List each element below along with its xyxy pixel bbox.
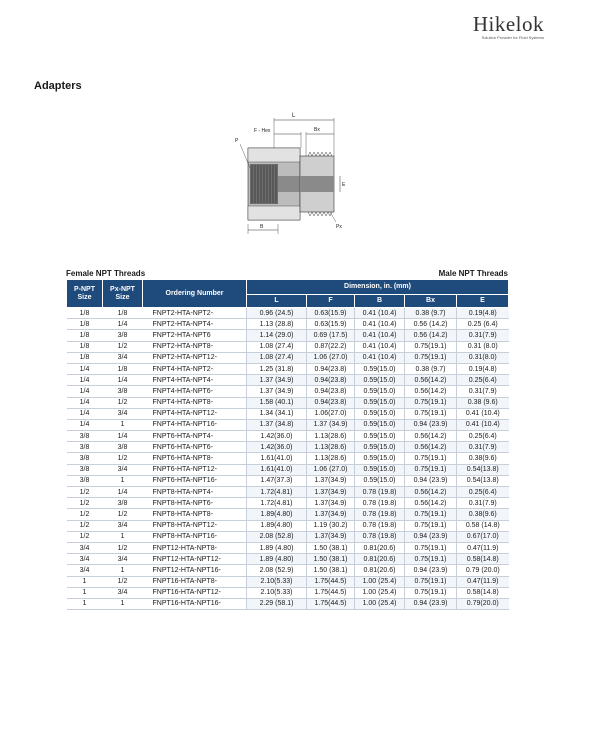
cell-bx: 0.75(19.1) <box>405 397 457 408</box>
cell-b: 1.00 (25.4) <box>355 598 405 609</box>
cell-p-npt: 3/4 <box>67 554 103 565</box>
cell-f: 1.06 (27.0) <box>307 464 355 475</box>
cell-bx: 0.75(19.1) <box>405 408 457 419</box>
cell-p-npt: 1 <box>67 576 103 587</box>
cell-l: 0.96 (24.5) <box>247 308 307 319</box>
cell-b: 0.78 (19.8) <box>355 531 405 542</box>
cell-px-npt: 1/2 <box>103 397 143 408</box>
cell-px-npt: 3/8 <box>103 386 143 397</box>
cell-p-npt: 1/8 <box>67 319 103 330</box>
cell-b: 0.41 (10.4) <box>355 308 405 319</box>
dim-label-b: B <box>260 224 264 230</box>
cell-l: 1.72(4.81) <box>247 498 307 509</box>
cell-ordering-number: FNPT4-HTA-NPT2- <box>143 363 247 374</box>
cell-ordering-number: FNPT12-HTA-NPT8- <box>143 542 247 553</box>
cell-l: 1.42(36.0) <box>247 431 307 442</box>
cell-ordering-number: FNPT8-HTA-NPT6- <box>143 498 247 509</box>
cell-f: 0.94(23.8) <box>307 363 355 374</box>
table-row <box>67 475 509 486</box>
cell-f: 1.06(27.0) <box>307 408 355 419</box>
cell-e: 0.31(8.0) <box>457 352 509 363</box>
cell-b: 0.78 (19.8) <box>355 498 405 509</box>
cell-e: 0.41 (10.4) <box>457 419 509 430</box>
cell-e: 0.31(7.9) <box>457 330 509 341</box>
cell-px-npt: 1/4 <box>103 487 143 498</box>
cell-e: 0.38(9.6) <box>457 509 509 520</box>
cell-p-npt: 1/4 <box>67 397 103 408</box>
cell-l: 1.34 (34.1) <box>247 408 307 419</box>
cell-ordering-number: FNPT4-HTA-NPT6- <box>143 386 247 397</box>
dim-label-e: E <box>342 182 346 188</box>
cell-l: 1.08 (27.4) <box>247 352 307 363</box>
cell-bx: 0.75(19.1) <box>405 576 457 587</box>
cell-l: 1.42(36.0) <box>247 442 307 453</box>
cell-ordering-number: FNPT6-HTA-NPT8- <box>143 453 247 464</box>
cell-px-npt: 3/4 <box>103 408 143 419</box>
cell-l: 1.37 (34.8) <box>247 419 307 430</box>
cell-bx: 0.56(14.2) <box>405 386 457 397</box>
cell-f: 0.94(23.8) <box>307 397 355 408</box>
header-l: L <box>247 295 307 308</box>
cell-b: 1.00 (25.4) <box>355 587 405 598</box>
cell-p-npt: 3/4 <box>67 542 103 553</box>
cell-ordering-number: FNPT2-HTA-NPT6 <box>143 330 247 341</box>
table-row <box>67 397 509 408</box>
table-row <box>67 375 509 386</box>
cell-f: 0.69 (17.5) <box>307 330 355 341</box>
cell-b: 0.59(15.0) <box>355 419 405 430</box>
cell-px-npt: 1/2 <box>103 453 143 464</box>
cell-f: 0.63(15.9) <box>307 319 355 330</box>
table-row <box>67 442 509 453</box>
cell-bx: 0.56 (14.2) <box>405 330 457 341</box>
cell-b: 0.59(15.0) <box>355 464 405 475</box>
brand-name: Hikelok <box>472 12 544 36</box>
cell-px-npt: 1 <box>103 565 143 576</box>
cell-l: 1.37 (34.9) <box>247 375 307 386</box>
cell-bx: 0.94 (23.9) <box>405 598 457 609</box>
cell-p-npt: 1/2 <box>67 487 103 498</box>
cell-bx: 0.75(19.1) <box>405 587 457 598</box>
cell-bx: 0.56(14.2) <box>405 498 457 509</box>
cell-p-npt: 1/2 <box>67 531 103 542</box>
cell-bx: 0.75(19.1) <box>405 520 457 531</box>
cell-ordering-number: FNPT8-HTA-NPT12- <box>143 520 247 531</box>
cell-b: 0.41 (10.4) <box>355 341 405 352</box>
cell-p-npt: 1/8 <box>67 330 103 341</box>
cell-b: 0.59(15.0) <box>355 431 405 442</box>
section-title: Adapters <box>34 80 82 92</box>
cell-px-npt: 1/2 <box>103 576 143 587</box>
cell-e: 0.25 (6.4) <box>457 319 509 330</box>
cell-ordering-number: FNPT6-HTA-NPT6- <box>143 442 247 453</box>
cell-px-npt: 3/8 <box>103 442 143 453</box>
cell-p-npt: 1/4 <box>67 375 103 386</box>
cell-b: 0.81(20.6) <box>355 565 405 576</box>
table-row <box>67 330 509 341</box>
cell-px-npt: 1/8 <box>103 363 143 374</box>
cell-e: 0.25(6.4) <box>457 487 509 498</box>
cell-ordering-number: FNPT12-HTA-NPT12- <box>143 554 247 565</box>
cell-px-npt: 3/4 <box>103 464 143 475</box>
cell-b: 0.81(20.6) <box>355 542 405 553</box>
cell-l: 1.89(4.80) <box>247 509 307 520</box>
dim-label-p: P <box>235 138 239 144</box>
cell-ordering-number: FNPT6-HTA-NPT12- <box>143 464 247 475</box>
cell-b: 0.59(15.0) <box>355 375 405 386</box>
cell-e: 0.31(7.9) <box>457 498 509 509</box>
cell-e: 0.67(17.0) <box>457 531 509 542</box>
cell-bx: 0.94 (23.9) <box>405 531 457 542</box>
cell-p-npt: 1/2 <box>67 509 103 520</box>
cell-p-npt: 1/4 <box>67 386 103 397</box>
cell-ordering-number: FNPT2-HTA-NPT12- <box>143 352 247 363</box>
cell-px-npt: 1/4 <box>103 319 143 330</box>
cell-px-npt: 3/4 <box>103 554 143 565</box>
table-row <box>67 363 509 374</box>
cell-ordering-number: FNPT4-HTA-NPT4- <box>143 375 247 386</box>
cell-px-npt: 1/2 <box>103 542 143 553</box>
table-row <box>67 587 509 598</box>
table-row <box>67 453 509 464</box>
cell-e: 0.31 (8.0) <box>457 341 509 352</box>
cell-px-npt: 3/4 <box>103 520 143 531</box>
cell-e: 0.19(4.8) <box>457 308 509 319</box>
header-ordering-number: Ordering Number <box>143 280 247 308</box>
cell-e: 0.47(11.9) <box>457 542 509 553</box>
cell-l: 2.10(5.33) <box>247 576 307 587</box>
cell-e: 0.58(14.8) <box>457 587 509 598</box>
cell-l: 1.14 (29.0) <box>247 330 307 341</box>
cell-bx: 0.75(19.1) <box>405 352 457 363</box>
cell-bx: 0.56(14.2) <box>405 442 457 453</box>
cell-b: 0.59(15.0) <box>355 363 405 374</box>
cell-px-npt: 1/4 <box>103 431 143 442</box>
cell-p-npt: 3/8 <box>67 453 103 464</box>
cell-px-npt: 1 <box>103 419 143 430</box>
cell-e: 0.25(6.4) <box>457 375 509 386</box>
brand-logo <box>473 12 544 40</box>
cell-f: 1.13(28.6) <box>307 431 355 442</box>
cell-e: 0.31(7.9) <box>457 442 509 453</box>
table-row <box>67 531 509 542</box>
cell-ordering-number: FNPT16-HTA-NPT16- <box>143 598 247 609</box>
cell-e: 0.25(6.4) <box>457 431 509 442</box>
cell-px-npt: 1/2 <box>103 341 143 352</box>
cell-p-npt: 1/8 <box>67 308 103 319</box>
cell-f: 1.13(28.6) <box>307 453 355 464</box>
cell-e: 0.54(13.8) <box>457 464 509 475</box>
table-row <box>67 509 509 520</box>
header-f: F <box>307 295 355 308</box>
cell-l: 1.58 (40.1) <box>247 397 307 408</box>
table-row <box>67 565 509 576</box>
cell-l: 2.08 (52.8) <box>247 531 307 542</box>
cell-bx: 0.94 (23.9) <box>405 475 457 486</box>
table-row <box>67 386 509 397</box>
cell-l: 1.72(4.81) <box>247 487 307 498</box>
cell-ordering-number: FNPT2-HTA-NPT8- <box>143 341 247 352</box>
cell-bx: 0.75(19.1) <box>405 542 457 553</box>
cell-ordering-number: FNPT16-HTA-NPT12- <box>143 587 247 598</box>
header-px-npt: Px-NPT Size <box>103 280 143 308</box>
cell-e: 0.38(9.6) <box>457 453 509 464</box>
cell-ordering-number: FNPT6-HTA-NPT16- <box>143 475 247 486</box>
male-thread-label: Male NPT Threads <box>438 269 508 278</box>
cell-f: 1.50 (38.1) <box>307 554 355 565</box>
cell-bx: 0.75(19.1) <box>405 554 457 565</box>
cell-l: 1.37 (34.9) <box>247 386 307 397</box>
female-thread-label: Female NPT Threads <box>66 269 146 278</box>
cell-p-npt: 1/2 <box>67 498 103 509</box>
cell-bx: 0.75(19.1) <box>405 341 457 352</box>
cell-ordering-number: FNPT8-HTA-NPT4- <box>143 487 247 498</box>
cell-p-npt: 1/4 <box>67 363 103 374</box>
cell-ordering-number: FNPT12-HTA-NPT16- <box>143 565 247 576</box>
dim-label-f-hex: F - Hex <box>254 128 271 134</box>
cell-b: 0.78 (19.8) <box>355 520 405 531</box>
dim-label-bx: Bx <box>314 127 320 133</box>
cell-f: 1.37(34.9) <box>307 475 355 486</box>
cell-l: 2.08 (52.9) <box>247 565 307 576</box>
table-row <box>67 487 509 498</box>
cell-f: 1.75(44.5) <box>307 576 355 587</box>
cell-l: 1.13 (28.8) <box>247 319 307 330</box>
cell-b: 0.59(15.0) <box>355 408 405 419</box>
cell-p-npt: 3/8 <box>67 442 103 453</box>
cell-b: 0.59(15.0) <box>355 442 405 453</box>
cell-f: 0.63(15.9) <box>307 308 355 319</box>
cell-l: 1.61(41.0) <box>247 453 307 464</box>
cell-ordering-number: FNPT8-HTA-NPT16- <box>143 531 247 542</box>
cell-p-npt: 1/4 <box>67 408 103 419</box>
header-e: E <box>457 295 509 308</box>
cell-ordering-number: FNPT6-HTA-NPT4- <box>143 431 247 442</box>
cell-bx: 0.75(19.1) <box>405 464 457 475</box>
cell-bx: 0.38 (9.7) <box>405 363 457 374</box>
cell-f: 1.50 (38.1) <box>307 542 355 553</box>
cell-e: 0.79(20.0) <box>457 598 509 609</box>
cell-b: 0.59(15.0) <box>355 475 405 486</box>
table-row <box>67 542 509 553</box>
cell-px-npt: 1/2 <box>103 509 143 520</box>
table-row <box>67 520 509 531</box>
cell-l: 1.61(41.0) <box>247 464 307 475</box>
table-row <box>67 554 509 565</box>
table-row <box>67 576 509 587</box>
cell-l: 1.89(4.80) <box>247 520 307 531</box>
cell-bx: 0.94 (23.9) <box>405 565 457 576</box>
cell-b: 1.00 (25.4) <box>355 576 405 587</box>
dim-label-l: L <box>292 113 296 119</box>
table-row <box>67 352 509 363</box>
header-bx: Bx <box>405 295 457 308</box>
cell-l: 1.89 (4.80) <box>247 554 307 565</box>
cell-bx: 0.75(19.1) <box>405 509 457 520</box>
cell-b: 0.41 (10.4) <box>355 352 405 363</box>
cell-l: 1.08 (27.4) <box>247 341 307 352</box>
cell-b: 0.81(20.6) <box>355 554 405 565</box>
cell-p-npt: 1/8 <box>67 341 103 352</box>
cell-l: 1.25 (31.8) <box>247 363 307 374</box>
cell-b: 0.78 (19.8) <box>355 509 405 520</box>
cell-px-npt: 3/4 <box>103 587 143 598</box>
cell-b: 0.41 (10.4) <box>355 330 405 341</box>
cell-px-npt: 1/4 <box>103 375 143 386</box>
cell-ordering-number: FNPT2-HTA-NPT4- <box>143 319 247 330</box>
cell-p-npt: 1/4 <box>67 419 103 430</box>
brand-tagline: Solution Provider for Fluid Systems <box>481 35 544 40</box>
cell-b: 0.41 (10.4) <box>355 319 405 330</box>
table-row <box>67 419 509 430</box>
cell-ordering-number: FNPT2-HTA-NPT2- <box>143 308 247 319</box>
cell-px-npt: 1 <box>103 531 143 542</box>
cell-p-npt: 3/8 <box>67 464 103 475</box>
cell-p-npt: 1/8 <box>67 352 103 363</box>
cell-f: 0.94(23.8) <box>307 386 355 397</box>
cell-f: 1.50 (38.1) <box>307 565 355 576</box>
cell-f: 1.13(28.6) <box>307 442 355 453</box>
cell-e: 0.31(7.9) <box>457 386 509 397</box>
cell-f: 1.06 (27.0) <box>307 352 355 363</box>
cell-ordering-number: FNPT8-HTA-NPT8- <box>143 509 247 520</box>
spec-table-body <box>67 308 509 610</box>
cell-p-npt: 3/8 <box>67 475 103 486</box>
cell-l: 2.29 (58.1) <box>247 598 307 609</box>
cell-bx: 0.38 (9.7) <box>405 308 457 319</box>
cell-ordering-number: FNPT16-HTA-NPT8- <box>143 576 247 587</box>
table-row <box>67 308 509 319</box>
cell-f: 1.37(34.9) <box>307 509 355 520</box>
cell-e: 0.38 (9.6) <box>457 397 509 408</box>
cell-e: 0.54(13.8) <box>457 475 509 486</box>
cell-ordering-number: FNPT4-HTA-NPT12- <box>143 408 247 419</box>
cell-b: 0.59(15.0) <box>355 386 405 397</box>
cell-l: 1.47(37.3) <box>247 475 307 486</box>
cell-px-npt: 3/4 <box>103 352 143 363</box>
header-p-npt: P-NPT Size <box>67 280 103 308</box>
cell-p-npt: 3/4 <box>67 565 103 576</box>
cell-bx: 0.56 (14.2) <box>405 319 457 330</box>
dim-label-px: Px <box>336 224 342 230</box>
cell-f: 1.37(34.9) <box>307 498 355 509</box>
cell-f: 1.37 (34.9) <box>307 419 355 430</box>
cell-bx: 0.75(19.1) <box>405 453 457 464</box>
cell-b: 0.59(15.0) <box>355 397 405 408</box>
cell-b: 0.78 (19.8) <box>355 487 405 498</box>
cell-px-npt: 3/8 <box>103 498 143 509</box>
adapter-spec-table <box>66 279 509 610</box>
cell-p-npt: 1 <box>67 598 103 609</box>
cell-bx: 0.94 (23.9) <box>405 419 457 430</box>
cell-px-npt: 1/8 <box>103 308 143 319</box>
cell-b: 0.59(15.0) <box>355 453 405 464</box>
table-row <box>67 319 509 330</box>
cell-p-npt: 3/8 <box>67 431 103 442</box>
cell-f: 1.37(34.9) <box>307 531 355 542</box>
cell-f: 1.19 (30.2) <box>307 520 355 531</box>
cell-l: 2.10(5.33) <box>247 587 307 598</box>
header-b: B <box>355 295 405 308</box>
cell-e: 0.58(14.8) <box>457 554 509 565</box>
cell-bx: 0.56(14.2) <box>405 487 457 498</box>
cell-ordering-number: FNPT4-HTA-NPT16- <box>143 419 247 430</box>
table-row <box>67 498 509 509</box>
cell-bx: 0.56(14.2) <box>405 431 457 442</box>
table-row <box>67 341 509 352</box>
cell-e: 0.58 (14.8) <box>457 520 509 531</box>
cell-e: 0.19(4.8) <box>457 363 509 374</box>
cell-l: 1.89 (4.80) <box>247 542 307 553</box>
cell-e: 0.41 (10.4) <box>457 408 509 419</box>
cell-px-npt: 1 <box>103 475 143 486</box>
table-row <box>67 598 509 609</box>
adapter-drawing <box>226 108 386 238</box>
cell-px-npt: 1 <box>103 598 143 609</box>
table-row <box>67 408 509 419</box>
cell-f: 1.75(44.5) <box>307 598 355 609</box>
table-row <box>67 464 509 475</box>
cell-f: 0.94(23.8) <box>307 375 355 386</box>
cell-bx: 0.56(14.2) <box>405 375 457 386</box>
cell-f: 1.75(44.5) <box>307 587 355 598</box>
cell-p-npt: 1 <box>67 587 103 598</box>
cell-px-npt: 3/8 <box>103 330 143 341</box>
cell-p-npt: 1/2 <box>67 520 103 531</box>
table-row <box>67 431 509 442</box>
cell-e: 0.47(11.9) <box>457 576 509 587</box>
header-dimension: Dimension, in. (mm) <box>247 280 509 295</box>
cell-f: 0.87(22.2) <box>307 341 355 352</box>
cell-e: 0.79 (20.0) <box>457 565 509 576</box>
cell-ordering-number: FNPT4-HTA-NPT8- <box>143 397 247 408</box>
cell-f: 1.37(34.9) <box>307 487 355 498</box>
